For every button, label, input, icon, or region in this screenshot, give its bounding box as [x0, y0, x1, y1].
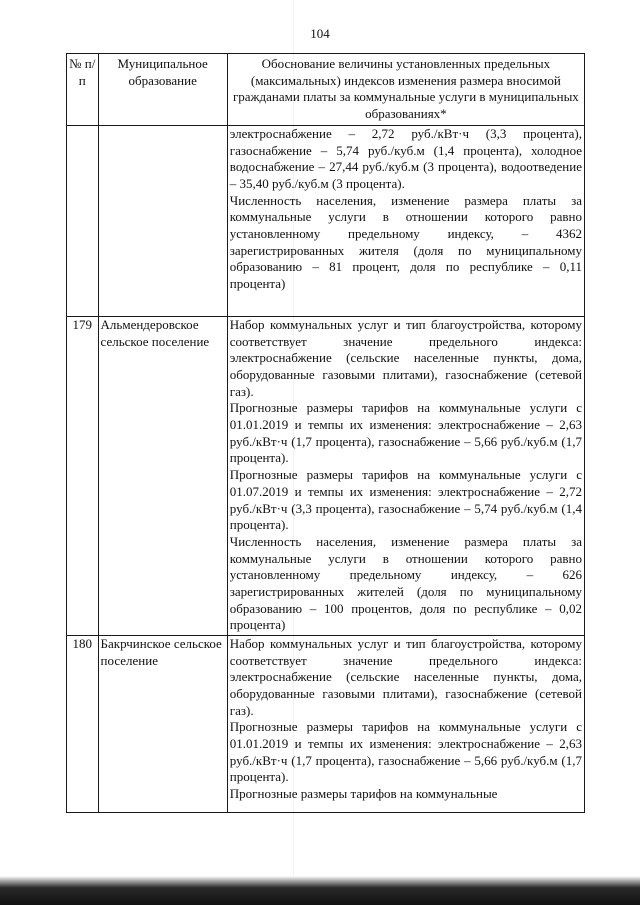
- justification-paragraph: электроснабжение – 2,72 руб./кВт·ч (3,3 процента), газоснабжение – 5,74 руб./куб.м (1,4 процента), холодное водоснабжение – 27,44 руб./куб.м (3 процента), водоотведение – 35,40 руб./куб.м (3 процента).: [229, 125, 582, 191]
- row-justification: [227, 125, 584, 316]
- scan-bottom-edge: [0, 876, 640, 905]
- justification-paragraph: Численность населения, изменение размера платы за коммунальные услуги в отношении которого равно установленному предельному индексу, – 626 зарегистрированных жителей (доля по муниципальному образованию – 100 процентов, доля по республике – 0,02 процента): [229, 533, 582, 633]
- row-justification: [227, 316, 584, 635]
- row-municipality: Бакрчинское сельское поселение: [98, 635, 227, 812]
- header-num: № п/п: [67, 54, 99, 126]
- header-municipality: Муниципальное образование: [98, 54, 227, 126]
- row-num: 179: [67, 316, 99, 635]
- justification-paragraph: Прогнозные размеры тарифов на коммунальные услуги с 01.07.2019 и темпы их изменения: электроснабжение – 2,72 руб./кВт·ч (3,3 процента), газоснабжение – 5,74 руб./куб.м (1,4 процента).: [229, 467, 582, 533]
- table-row: [67, 125, 585, 316]
- row-municipality: Альмендеровское сельское поселение: [98, 316, 227, 635]
- row-justification: [227, 635, 584, 812]
- justification-paragraph: Прогнозные размеры тарифов на коммунальные: [229, 786, 498, 802]
- header-justification: Обоснование величины установленных предельных (максимальных) индексов изменения размера вносимой гражданами платы за коммунальные услуги в муниципальных образованиях*: [227, 54, 584, 126]
- justification-paragraph: Набор коммунальных услуг и тип благоустройства, которому соответствует значение предельного индекса: электроснабжение (сельские населенные пункты, дома, оборудованные газовыми плитами), газоснабжение (сетевой газ).: [229, 635, 582, 718]
- justification-paragraph: Численность населения, изменение размера платы за коммунальные услуги в отношении которого равно установленному предельному индексу, – 4362 зарегистрированных жителя (доля по муниципальному образованию – 81 процент, доля по республике – 0,11 процента): [229, 192, 582, 292]
- justification-paragraph: Прогнозные размеры тарифов на коммунальные услуги с 01.01.2019 и темпы их изменения: электроснабжение – 2,63 руб./кВт·ч (1,7 процента), газоснабжение – 5,66 руб./куб.м (1,7 процента).: [229, 400, 582, 466]
- table-row: [67, 635, 585, 812]
- row-municipality: [98, 125, 227, 316]
- row-num: [67, 125, 99, 316]
- justification-paragraph: Прогнозные размеры тарифов на коммунальные услуги с 01.01.2019 и темпы их изменения: электроснабжение – 2,63 руб./кВт·ч (1,7 процента), газоснабжение – 5,66 руб./куб.м (1,7 процента).: [229, 719, 582, 785]
- tariff-table: [66, 53, 585, 813]
- justification-paragraph: Набор коммунальных услуг и тип благоустройства, которому соответствует значение предельного индекса: электроснабжение (сельские населенные пункты, дома, оборудованные газовыми плитами), газоснабжение (сетевой газ).: [229, 316, 582, 399]
- table-header-row: [67, 54, 585, 126]
- table-row: [67, 316, 585, 635]
- row-num: 180: [67, 635, 99, 812]
- page-number: 104: [310, 26, 330, 41]
